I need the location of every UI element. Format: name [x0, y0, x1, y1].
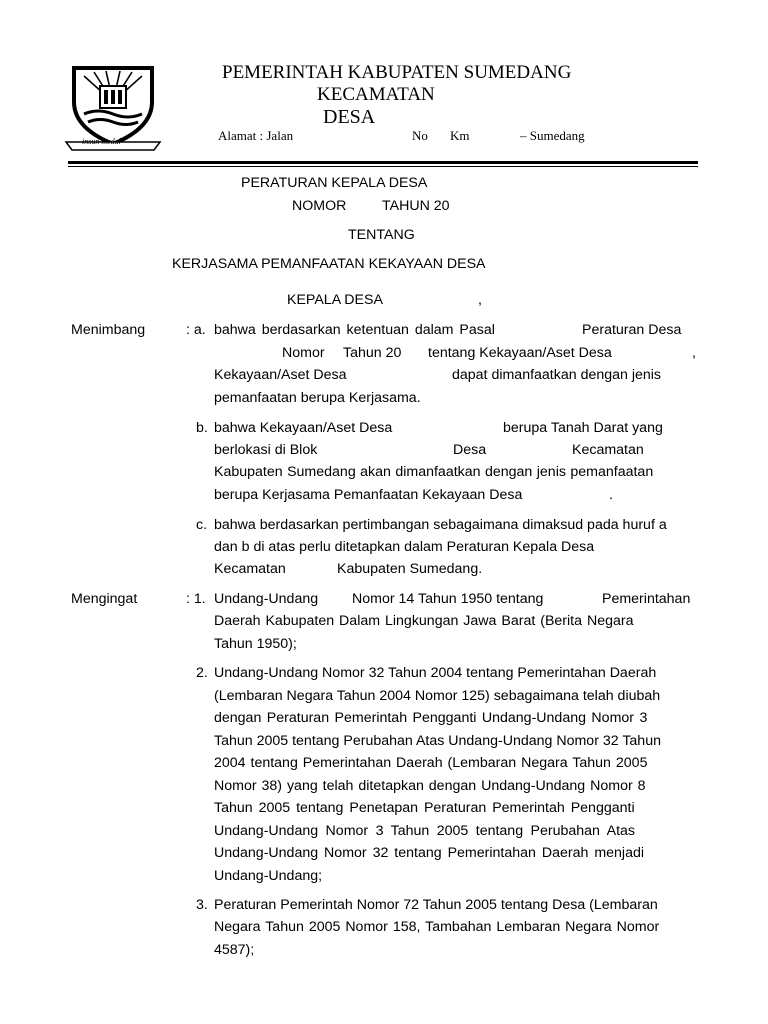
menimbang-c-text: Kabupaten Sumedang. [337, 561, 483, 577]
mengingat-2-text: dengan Peraturan Pemerintah Pengganti Undang-Undang Nomor 3 [214, 710, 648, 726]
mengingat-3-text: 4587); [214, 942, 255, 958]
menimbang-b-text: Kecamatan [572, 442, 644, 458]
address-street: Alamat : Jalan [218, 128, 294, 143]
village-head-heading: KEPALA DESA [287, 292, 383, 308]
menimbang-b-text: bahwa Kekayaan/Aset Desa [214, 420, 393, 436]
mengingat-2-text: 2004 tentang Pemerintahan Daerah (Lembaran Negara Tahun 2005 [214, 755, 648, 771]
mengingat-2-text: Nomor 38) yang telah ditetapkan dengan Undang-Undang Nomor 8 [214, 778, 646, 794]
menimbang-a-text: bahwa berdasarkan ketentuan dalam Pasal [214, 322, 495, 338]
mengingat-2-text: Tahun 2005 tentang Penetapan Peraturan Pemerintah Pengganti [214, 800, 635, 816]
menimbang-b-text: berupa Tanah Darat yang [503, 420, 663, 436]
mengingat-1-text: Pemerintahan [602, 591, 691, 607]
regulation-title: PERATURAN KEPALA DESA [241, 175, 428, 191]
menimbang-label: Menimbang [71, 322, 146, 338]
mengingat-label: Mengingat [71, 591, 138, 607]
menimbang-c-text: dan b di atas perlu ditetapkan dalam Peraturan Kepala Desa [214, 539, 595, 555]
address-city: – Sumedang [520, 128, 585, 143]
menimbang-a-text: pemanfaatan berupa Kerjasama. [214, 390, 421, 406]
village-head-comma: , [478, 292, 482, 308]
mengingat-2-text: Undang-Undang Nomor 32 tentang Pemerintahan Daerah menjadi [214, 845, 645, 861]
menimbang-c-text: bahwa berdasarkan pertimbangan sebagaimana dimaksud pada huruf a [214, 517, 667, 533]
letterhead-government: PEMERINTAH KABUPATEN SUMEDANG [222, 62, 572, 83]
mengingat-2-text: Tahun 2005 tentang Perubahan Atas Undang-Undang Nomor 32 Tahun [214, 733, 661, 749]
mengingat-1-marker: : 1. [186, 591, 206, 607]
address-number: No [412, 128, 428, 143]
menimbang-a-text: Peraturan Desa [582, 322, 682, 338]
menimbang-b-text: . [609, 487, 613, 503]
regulation-number: NOMOR [292, 198, 347, 214]
mengingat-3-marker: 3. [196, 897, 208, 913]
mengingat-2-text: (Lembaran Negara Tahun 2004 Nomor 125) sebagaimana telah diubah [214, 688, 661, 704]
mengingat-1-text: Tahun 1950); [214, 636, 297, 652]
menimbang-a-text: Tahun 20 [343, 345, 402, 361]
menimbang-b-text: Desa [453, 442, 487, 458]
mengingat-3-text: Peraturan Pemerintah Nomor 72 Tahun 2005 tentang Desa (Lembaran [214, 897, 658, 913]
menimbang-b-text: berlokasi di Blok [214, 442, 318, 458]
mengingat-2-text: Undang-Undang Nomor 3 Tahun 2005 tentang Perubahan Atas [214, 823, 635, 839]
menimbang-b-text: berupa Kerjasama Pemanfaatan Kekayaan Desa [214, 487, 523, 503]
menimbang-c-marker: c. [196, 517, 208, 533]
mengingat-1-text: Nomor 14 Tahun 1950 tentang [352, 591, 544, 607]
menimbang-b-text: Kabupaten Sumedang akan dimanfaatkan dengan jenis pemanfaatan [214, 464, 654, 480]
address-km: Km [450, 128, 470, 143]
regulation-subject: KERJASAMA PEMANFAATAN KEKAYAAN DESA [172, 256, 486, 272]
menimbang-a-text: Nomor [282, 345, 325, 361]
menimbang-a-text: tentang Kekayaan/Aset Desa [428, 345, 612, 361]
mengingat-1-text: Daerah Kabupaten Dalam Lingkungan Jawa Barat (Berita Negara [214, 613, 634, 629]
letterhead-village: DESA [323, 106, 376, 128]
menimbang-b-marker: b. [196, 420, 208, 436]
mengingat-1-text: Undang-Undang [214, 591, 319, 607]
regulation-year: TAHUN 20 [382, 198, 450, 214]
menimbang-a-text: , [692, 345, 696, 361]
menimbang-c-text: Kecamatan [214, 561, 286, 577]
menimbang-a-text: Kekayaan/Aset Desa [214, 367, 347, 383]
letterhead-divider-thin [68, 166, 698, 167]
mengingat-2-text: Undang-Undang Nomor 32 Tahun 2004 tentang Pemerintahan Daerah [214, 665, 657, 681]
logo-motto: insun medal [82, 137, 121, 146]
mengingat-2-marker: 2. [196, 665, 208, 681]
regulation-about-label: TENTANG [348, 227, 415, 243]
letterhead-district: KECAMATAN [317, 84, 435, 105]
menimbang-a-text: dapat dimanfaatkan dengan jenis [452, 367, 662, 383]
mengingat-3-text: Negara Tahun 2005 Nomor 158, Tambahan Lembaran Negara Nomor [214, 919, 660, 935]
mengingat-2-text: Undang-Undang; [214, 868, 323, 884]
letterhead-divider-thick [68, 161, 698, 164]
menimbang-a-marker: : a. [186, 322, 206, 338]
